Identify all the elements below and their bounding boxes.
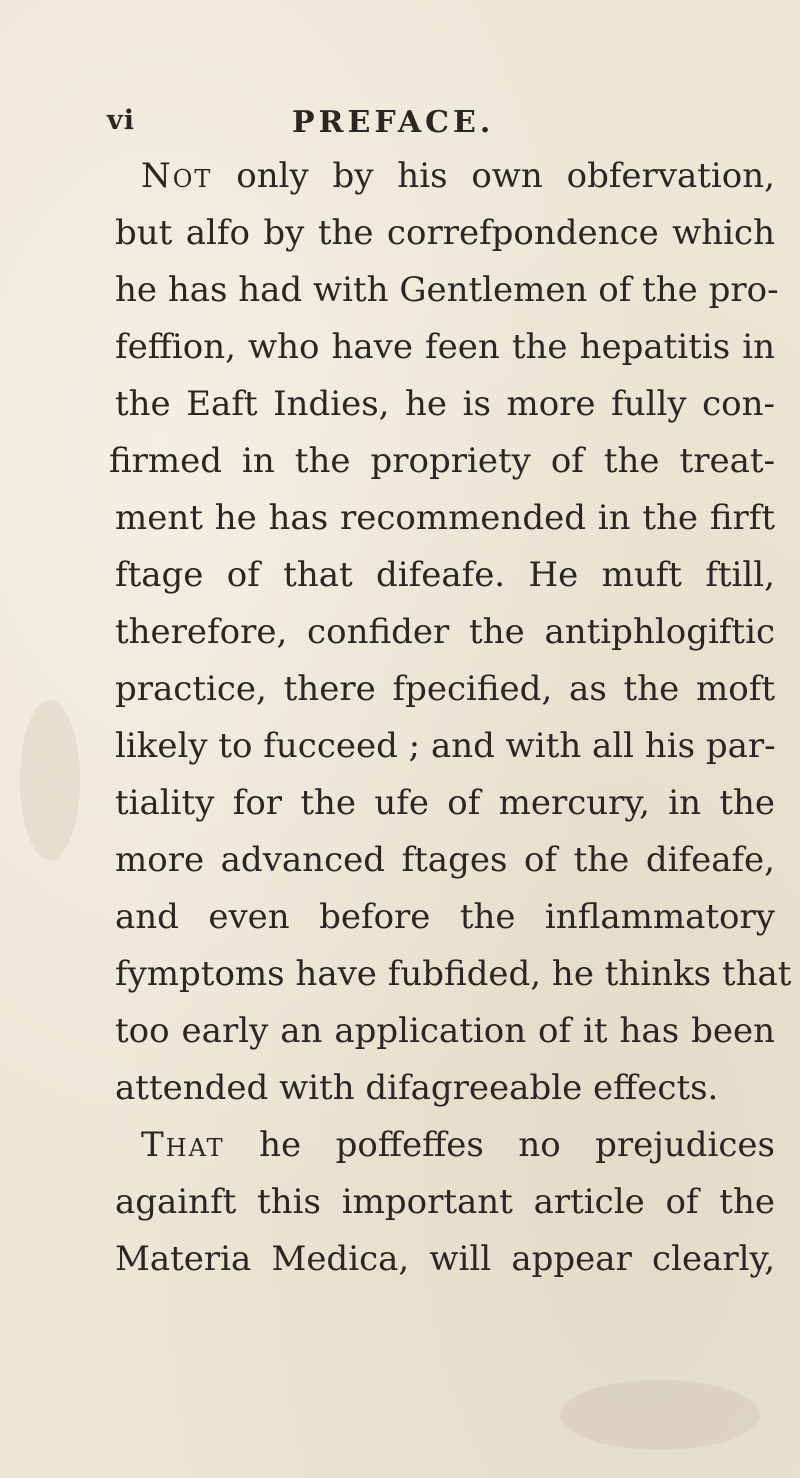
- text-line: but alfo by the correfpondence which: [115, 213, 775, 253]
- paper-stain: [20, 700, 80, 860]
- text-line: [115, 148, 775, 205]
- text-line: more advanced ftages of the difeafe,: [115, 840, 775, 880]
- paragraph-lead-word: That: [141, 1125, 225, 1165]
- text-line: firmed in the propriety of the treat-: [109, 441, 775, 481]
- text-line: Materia Medica, will appear clearly,: [115, 1239, 775, 1279]
- page-number: vi: [107, 105, 135, 136]
- text-line: the Eaft Indies, he is more fully con-: [115, 384, 775, 424]
- paper-stain: [560, 1380, 760, 1450]
- text-line: [115, 1117, 775, 1174]
- paragraph-lead-word: Not: [141, 156, 213, 196]
- text-line: againft this important article of the: [115, 1182, 775, 1222]
- text-line: ftage of that difeafe. He muft ftill,: [115, 555, 775, 595]
- text-line: attended with difagreeable effects.: [115, 1068, 719, 1108]
- text-line: tiality for the ufe of mercury, in the: [115, 783, 775, 823]
- line-text: only by his own obfervation,: [212, 156, 775, 196]
- body-text: [109, 148, 792, 1288]
- text-line: feffion, who have feen the hepatitis in: [115, 327, 775, 367]
- text-line: likely to fucceed ; and with all his par-: [115, 726, 776, 766]
- text-line: fymptoms have fubfided, he thinks that: [115, 954, 792, 994]
- text-line: ment he has recommended in the firft: [115, 498, 775, 538]
- text-line: and even before the inflammatory: [115, 897, 775, 937]
- running-head: PREFACE.: [292, 105, 495, 140]
- text-line: he has had with Gentlemen of the pro-: [115, 270, 779, 310]
- text-line: therefore, confider the antiphlogiftic: [115, 612, 775, 652]
- text-line: too early an application of it has been: [115, 1011, 775, 1051]
- line-text: he poffeffes no prejudices: [224, 1125, 775, 1165]
- text-line: practice, there fpecified, as the moft: [115, 669, 775, 709]
